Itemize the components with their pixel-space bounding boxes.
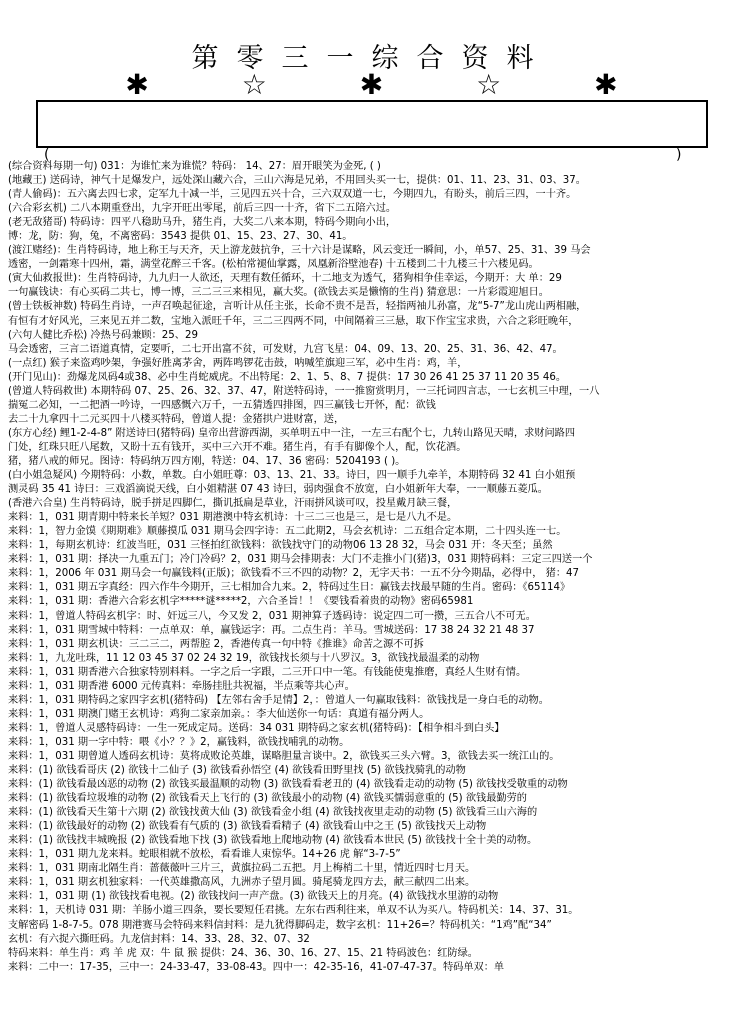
text-line: 去二十九拿四十二元买四十八楼买特码，曾道人提：金猪拱户进财富，送，	[8, 413, 345, 425]
text-line: (东方心经) 鲤1-2-4-8” 附送诗曰(猪特码) 皇帝出营游西湖，买单明五中一注，一左三右配个七，九转山路见天晴，求财问路四	[8, 427, 576, 439]
text-line: 猪，猪八戒的师兄。图诗：特码纳万四方刚，特送：04、17、36 密码：5204193 ( )。	[8, 455, 406, 467]
text-line: 门处，红珠只旺八尾数，又盼十五有钱开，买中三六开不难。猪生肖，有手有脚像个人，配，饮花酒。	[8, 441, 467, 453]
text-line: 来料：1，031 期香港 6000 元传真料：牵肠挂肚共祝福，半点乘等共心声。	[8, 680, 355, 692]
text-line: (开门见山)：劲爆龙凤码4或38、必中生肖蛇威虎。不出特尾：2、1、5、8、7 提供：17 30 26 41 25 37 11 20 35 46。	[8, 371, 567, 383]
text-line: 来料：(1) 欲钱看最凶恶的动物 (2) 欲钱买最温顺的动物 (3) 欲钱看看老丑的 (4) 欲钱看走动的动物 (5) 欲钱找受敬重的动物	[8, 779, 568, 791]
star-outline-icon: ☆	[241, 68, 267, 101]
text-line: 来料：1，031 期 (1) 欲钱找看电视。(2) 欲钱找问一声产盘。(3) 欲钱天上的月亮。(4) 欲钱找水里游的动物	[8, 891, 499, 903]
text-line: 揣冤二必知，一二把酒一吟诗，一四感慨六万千，一五猜透四排图，四三赢钱七开怀，配：欲钱	[8, 399, 436, 411]
asterisk-icon: ✱	[359, 68, 384, 101]
text-line: 来料：1，031 期特码之家四字玄机(猪特码) 【左邻右舍手足情】2，：曾道人一句赢取钱料：欲钱找是一身白毛的动物。	[8, 694, 549, 706]
text-line: 来料：1，031 期玄机独家料：一代英雄撒高风，九洲赤子望月圆。骑尾骑龙四方去，献三献四二出来。	[8, 877, 476, 889]
text-line: 来料：(1) 欲钱看垃圾堆的动物 (2) 欲钱看天上飞行的 (3) 欲钱最小的动物 (4) 欲钱买懦弱意重的 (5) 欲钱最勤劳的	[8, 793, 527, 805]
text-line: 玄机：有六捉六撕旺码。九龙信封料：14、33、28、32、07、32	[8, 933, 310, 945]
page-title: 第零三一综合资料	[191, 43, 552, 74]
body-text	[8, 160, 736, 975]
text-line: (老无敌猪哥) 特码诗：四平八稳助马升，猪生肖，大奖二八来本期，特码今期向小出，	[8, 217, 397, 229]
text-line: 来料：1，曾道人特码玄机字：时、奸远三八，今又发 2，031 期神算子透码诗：说定四二可一攒，三五合八不可无。	[8, 610, 536, 622]
text-line: 来料：1，031 期南北隔生肖：蔷薇薇叶三片三，黄旗拉码二五把。月上梅梢二十里，情近四时七月天。	[8, 863, 476, 875]
text-line: (香港六合皇) 生肖特码诗，脱手拼足四脚仁，撕讥抵扁是草业，汗雨拼风谈可叹，投星戴月缺三餐，	[8, 498, 458, 510]
text-line: 来料：1，031 期一字中特：喂《小？？》2，赢钱料，欲钱找哺乳的动物。	[8, 736, 350, 748]
text-line: 来料：(1) 欲钱看天生第十六期 (2) 欲钱找黄大仙 (3) 欲钱看金小组 (4) 欲钱找夜里走动的动物 (5) 欲钱看三山六海的	[8, 807, 538, 819]
text-line: 马会透密，三言二语道真情，定要听，二七开出富不贫，可发财，九宫飞星：04、09、13、20、25、31、36、42、47。	[8, 343, 563, 355]
text-line: (寅大仙救报世)：生肖特码诗，九九归一人欲还，天理有数任循环，十二地支为透气，猪狗相争佳幸运，今期开：大 单：29	[8, 273, 562, 285]
star-row	[0, 70, 743, 100]
text-line: 博：龙，防：狗，兔，不离密码：3543 提供 01、15、23、27、30、41。	[8, 231, 353, 243]
text-line: 来料：(1) 欲钱找丰城晚报 (2) 欲钱看地下找 (3) 欲钱看地上爬地动物 (4) 欲钱看本世民 (5) 欲钱找十全十美的动物。	[8, 835, 538, 847]
text-line: 来料：1，031 期曾道人透码玄机诗：莫将成败论英雄，谋略胆量言谈中。2，欲钱买三头六臂。3，欲钱去买一统江山的。	[8, 750, 560, 762]
text-line: (综合资料每期一句) 031：为谁忙来为谁慌？特码： 14、27：眉开眼笑为金死, ( )	[8, 161, 381, 172]
text-line: 来料：1，2006 年 031 期马会一句赢钱料(正版)；欲钱看不三不四的动物？2，无字天书：一五不分今期晶，必得中， 猪：47	[8, 568, 580, 580]
text-line: 一句赢钱诀：有心买码二共七，博一博，三二三三来相见，赢大奖。(欲钱去买是懒惰的生肖) 猜意思：一片彩霞迎旭日。	[8, 287, 549, 299]
text-line: 来料：1，031 期青期中特来长羊短？031 期港澳中特玄机诗：十三二三也是三，是七是八九不是。	[8, 512, 458, 524]
asterisk-icon: ✱	[125, 68, 149, 101]
text-line: 来料：1，曾道人灵感特码诗：一生一死成定局。送码：34 031 期特码之家玄机(猪特码)：【相争相斗到白头】	[8, 722, 505, 734]
text-line: 来料：1，每期玄机诗：红波当旺，031 三怪拍红欲钱料：欲钱找守门的动物06 13 28 32，马会 031 开：冬天至；虽然	[8, 540, 553, 552]
left-paren: (	[44, 147, 50, 163]
text-line: 来料：1，031 期雪城中特料：一点单双：单，赢钱运字：再。二点生肖：羊马。雪城送码：17 38 24 32 21 48 37	[8, 624, 535, 636]
text-line: 来料：1，九龙吐珠，11 12 03 45 37 02 24 32 19，欲钱找长须与十八罗汉。3，欲钱找最温柔的动物	[8, 652, 480, 664]
empty-banner-box	[36, 100, 708, 148]
text-line: (渡江赌经)：生肖特码诗，地上称王与天齐，天上游龙鼓抗争，三十六计是谋略，风云变迁一瞬间，小，单57、25、31、39 马会	[8, 245, 591, 257]
text-line: 来料：1，031 期香港六合独家特别料料。一字之后一字跟，二三开口中一笔。有钱能使鬼推磨，真经人生财有情。	[8, 666, 527, 678]
text-line: 来料：1，智力金馍《期期难》顺藤摸瓜 031 期马会四字诗：五二此期2，马会玄机诗：二五组合定本期，二十四头连一七。	[8, 526, 567, 538]
text-line: 来料：1，031 期五字真经：四六作牛今期开，三七相加合九来。2，特码过生日：赢钱去找最早随的生肖。密码：《65114》	[8, 582, 571, 594]
text-line: 来料：1，天机诗 031 期：羊肠小道三四条，要长要短任君挑。左东右西利往来，单双不认为买八。特码机关：14、37、31。	[8, 905, 579, 917]
text-line: 来料：1，031 期澳门赌王玄机诗：鸡狗二家亲加亲。：李大仙送你一句话：真道有福分两人。	[8, 708, 430, 720]
text-line: 来料：(1) 欲钱看哥庆 (2) 欲钱十二仙子 (3) 欲钱看孙悟空 (4) 欲钱看田野里找 (5) 欲钱找骑乳的动物	[8, 765, 466, 777]
text-line: (白小姐急疑风) 今期特码：小数，单数。白小姐旺尊：03、13、21、33。诗曰，四一顺手九牵羊，本期特码 32 41 白小姐预	[8, 470, 576, 482]
text-line: (曾道人特码救世) 本期特码 07、25、26、32、37、47，附送特码诗，一一推窗赏明月，一三托词四言志，一七玄机三中理，一八	[8, 385, 600, 397]
text-line: 来料：1，031 期玄机诀：三二三二，两帮腔 2，香港传真一句中特《推谁》命苦之源不可拆	[8, 638, 424, 650]
text-line: 来料：(1) 欲钱最好的动物 (2) 欲钱看有气质的 (3) 欲钱看看精子 (4) 欲钱看山中之王 (5) 欲钱找天上动物	[8, 821, 487, 833]
text-line: 来料：二中一：17-35，三中一：24-33-47，33-08-43。四中一：42-35-16，41-07-47-37。特码单双：单	[8, 961, 505, 973]
text-line: 透密，一剑霜寒十四州，霜，满堂花醉三千客。(松柏常褪仙掌露，凤凰新浴壁池春) 十五楼到二十九楼三十六楼见码。	[8, 259, 539, 271]
text-line: (六句人健比乔松) 冷热号码兼顾：25、29	[8, 329, 198, 341]
text-line: 来料：1，031 期：香港六合彩玄机字*****谜*****2，六合圣旨！！《要钱看着贵的动物》密码65981	[8, 596, 474, 608]
text-line: 支解密码 1-8-7-5。078 期港赛马会特码来料信封料：是九犹得脚码走，数字玄机：11+26=？特码机关：“1鸡”配“34”	[8, 919, 552, 931]
right-paren: )	[676, 147, 682, 163]
text-line: 测灵码 35 41 诗曰：三戏滔滴说天线，白小姐精湛 07 43 诗曰，弱肉强食不放宽，白小姐新年大奉，一一顺藤五菱瓜。	[8, 484, 548, 496]
text-line: (青人偷码)：五六离去四七求，定军九十减一半，三见四五兴十合，三六双双道一七，今期四九，有盼头，前后三四，一十齐。	[8, 189, 577, 201]
text-line: (一点红) 猴子来盗鸡吵架，争强好胜离茅舍，两阵鸣锣花击鼓，呐喊笙旗迎三军，必中生肖：鸡，羊，	[8, 357, 468, 369]
text-line: (曾士铁板神数) 特码生肖诗，一声召唤起征途，言听计从任主张，长命不贵不是吾，轻指两袖儿孙富，龙“5-7”龙山虎山两相融，	[8, 301, 587, 313]
asterisk-icon: ✱	[594, 68, 618, 101]
text-line: 来料：1，031 期九龙来料。蛇眼相就不放松，看看谁人束惊华。14+26 虎 解“3-7-5”	[8, 849, 401, 861]
text-line: (六合彩玄机) 二八本期重登出，九字开旺出零尾，前后三四一十齐，省下二五陪六过。	[8, 203, 397, 215]
star-outline-icon: ☆	[476, 68, 502, 101]
text-line: 特码来料：单生肖：鸡 羊 虎 双：牛 鼠 猴 提供：24、36、30、16、27、15、21 特码波色：红防绿。	[8, 947, 478, 959]
text-line: 来料：1，031 期：择决一九重五门；冷门冷码？2，031 期马会排期表：大门不走推小门(猪)3，031 期特码料：三定三四送一个	[8, 554, 593, 566]
text-line: 有恒有才好风光，三来见五并二数，宝地入派旺千年，三二三四两不同，中间隔着三三悬，取下作宝宝求贵，六合之彩旺晚年，	[8, 315, 579, 327]
text-line: (地藏王) 送码诗，神气十足爆发户，远处深山藏六合，三山六海是兄弟，不用回头买一七，提供：01、11、23、31、03、37。	[8, 175, 586, 187]
